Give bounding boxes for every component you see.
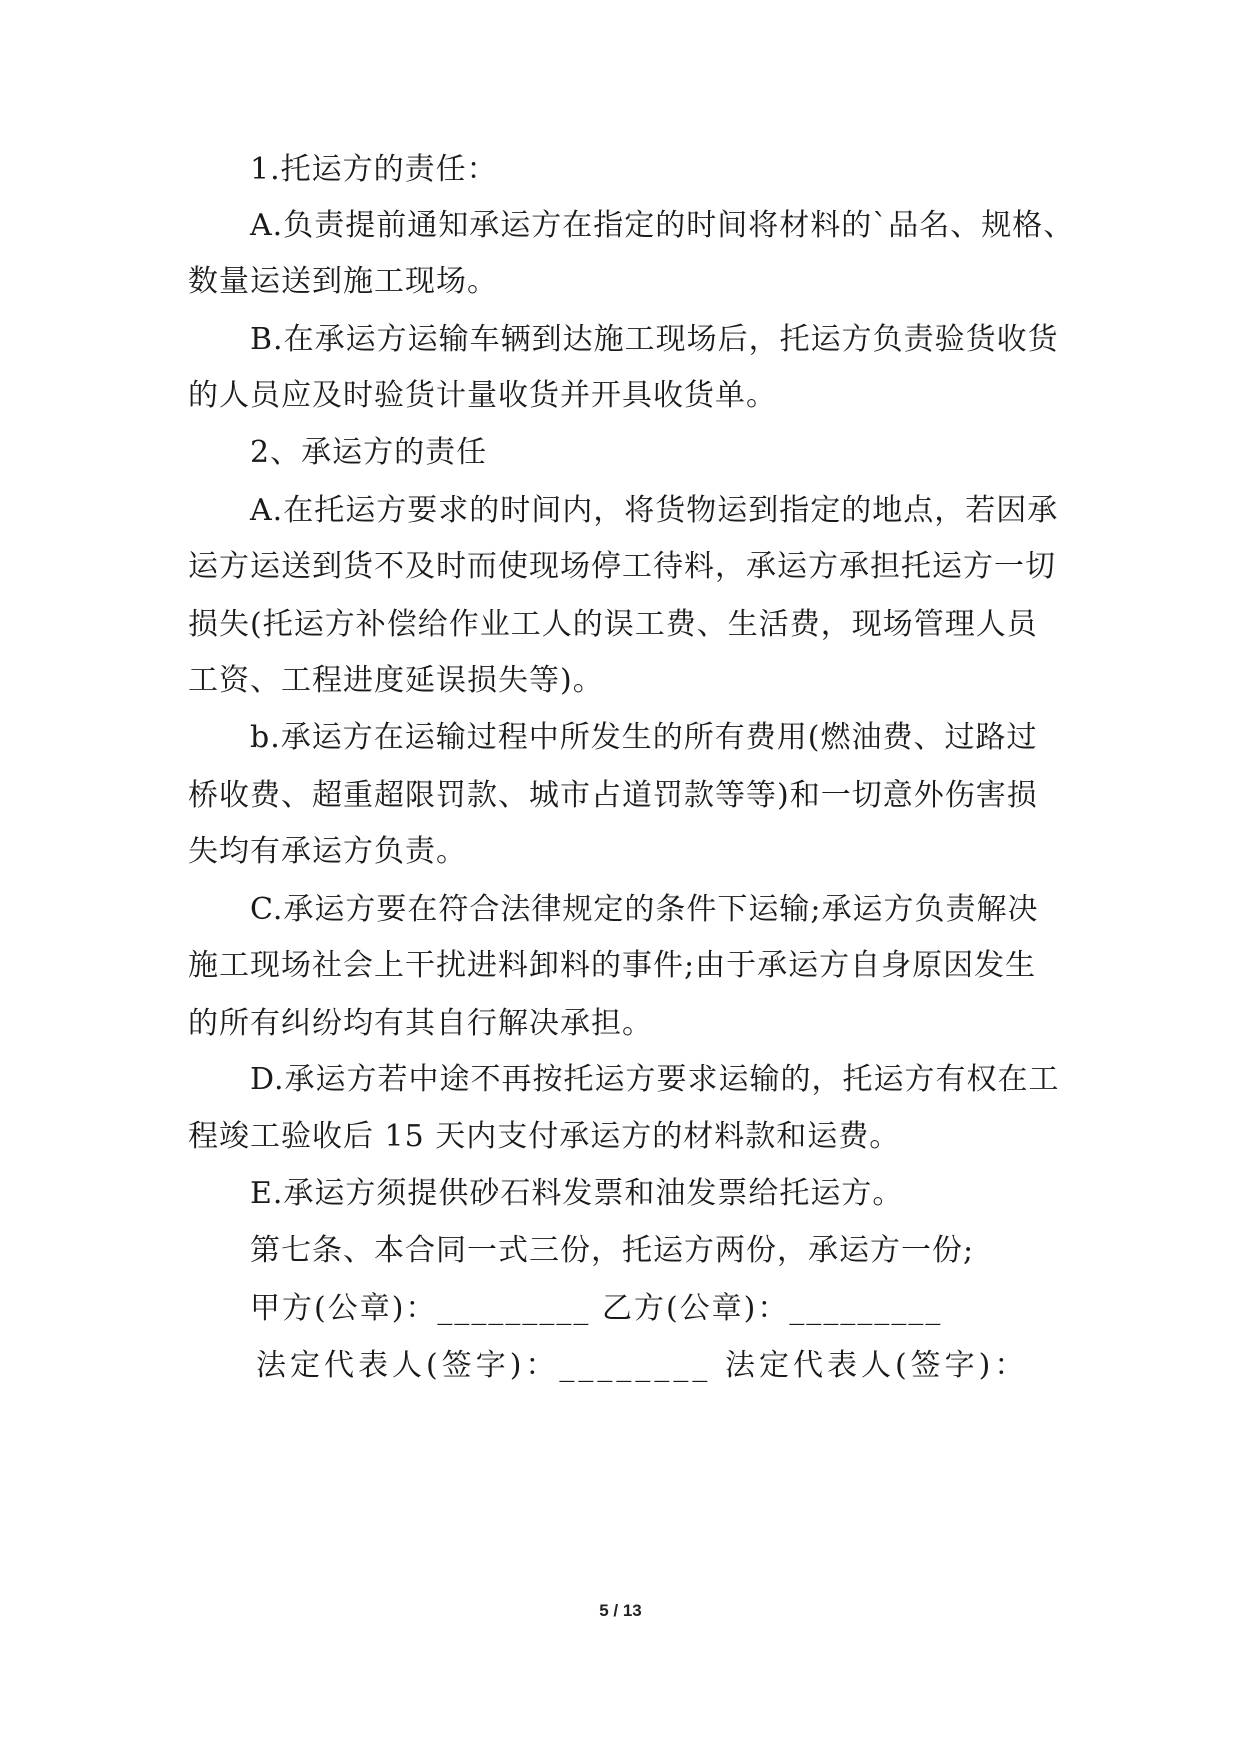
paragraph-line: A.负责提前通知承运方在指定的时间将材料的`品名、规格、 (250, 208, 1075, 243)
signature-line: 法定代表人(签字)：________ 法定代表人(签字)： (256, 1348, 1029, 1383)
seal-line: 甲方(公章)：_________ 乙方(公章)：_________ (250, 1291, 943, 1326)
page-number: 5 / 13 (599, 1601, 642, 1620)
paragraph-line: 的所有纠纷均有其自行解决承担。 (188, 1006, 653, 1041)
paragraph-line: b.承运方在运输过程中所发生的所有费用(燃油费、过路过 (250, 720, 1038, 755)
contract-clause-line: 第七条、本合同一式三份，托运方两份，承运方一份; (250, 1233, 975, 1268)
paragraph-line: 损失(托运方补偿给作业工人的误工费、生活费，现场管理人员 (188, 607, 1038, 642)
paragraph-line: 运方运送到货不及时而使现场停工待料，承运方承担托运方一切 (188, 549, 1056, 584)
paragraph-line: A.在托运方要求的时间内，将货物运到指定的地点，若因承 (250, 493, 1059, 528)
paragraph-line: 工资、工程进度延误损失等)。 (188, 663, 604, 698)
paragraph-line: 失均有承运方负责。 (188, 834, 467, 869)
paragraph-line: B.在承运方运输车辆到达施工现场后，托运方负责验货收货 (250, 322, 1059, 357)
paragraph-line: 桥收费、超重超限罚款、城市占道罚款等等)和一切意外伤害损 (188, 778, 1038, 813)
paragraph-line: 数量运送到施工现场。 (188, 264, 498, 299)
paragraph-line: 程竣工验收后 15 天内支付承运方的材料款和运费。 (188, 1119, 901, 1154)
paragraph-line: 1.托运方的责任： (250, 152, 498, 187)
paragraph-line: D.承运方若中途不再按托运方要求运输的，托运方有权在工 (250, 1062, 1060, 1097)
paragraph-line: 施工现场社会上干扰进料卸料的事件;由于承运方自身原因发生 (188, 948, 1037, 983)
paragraph-line: 的人员应及时验货计量收货并开具收货单。 (188, 378, 777, 413)
paragraph-line: 2、承运方的责任 (250, 435, 488, 470)
paragraph-line: E.承运方须提供砂石料发票和油发票给托运方。 (250, 1176, 904, 1211)
paragraph-line: C.承运方要在符合法律规定的条件下运输;承运方负责解决 (250, 892, 1039, 927)
